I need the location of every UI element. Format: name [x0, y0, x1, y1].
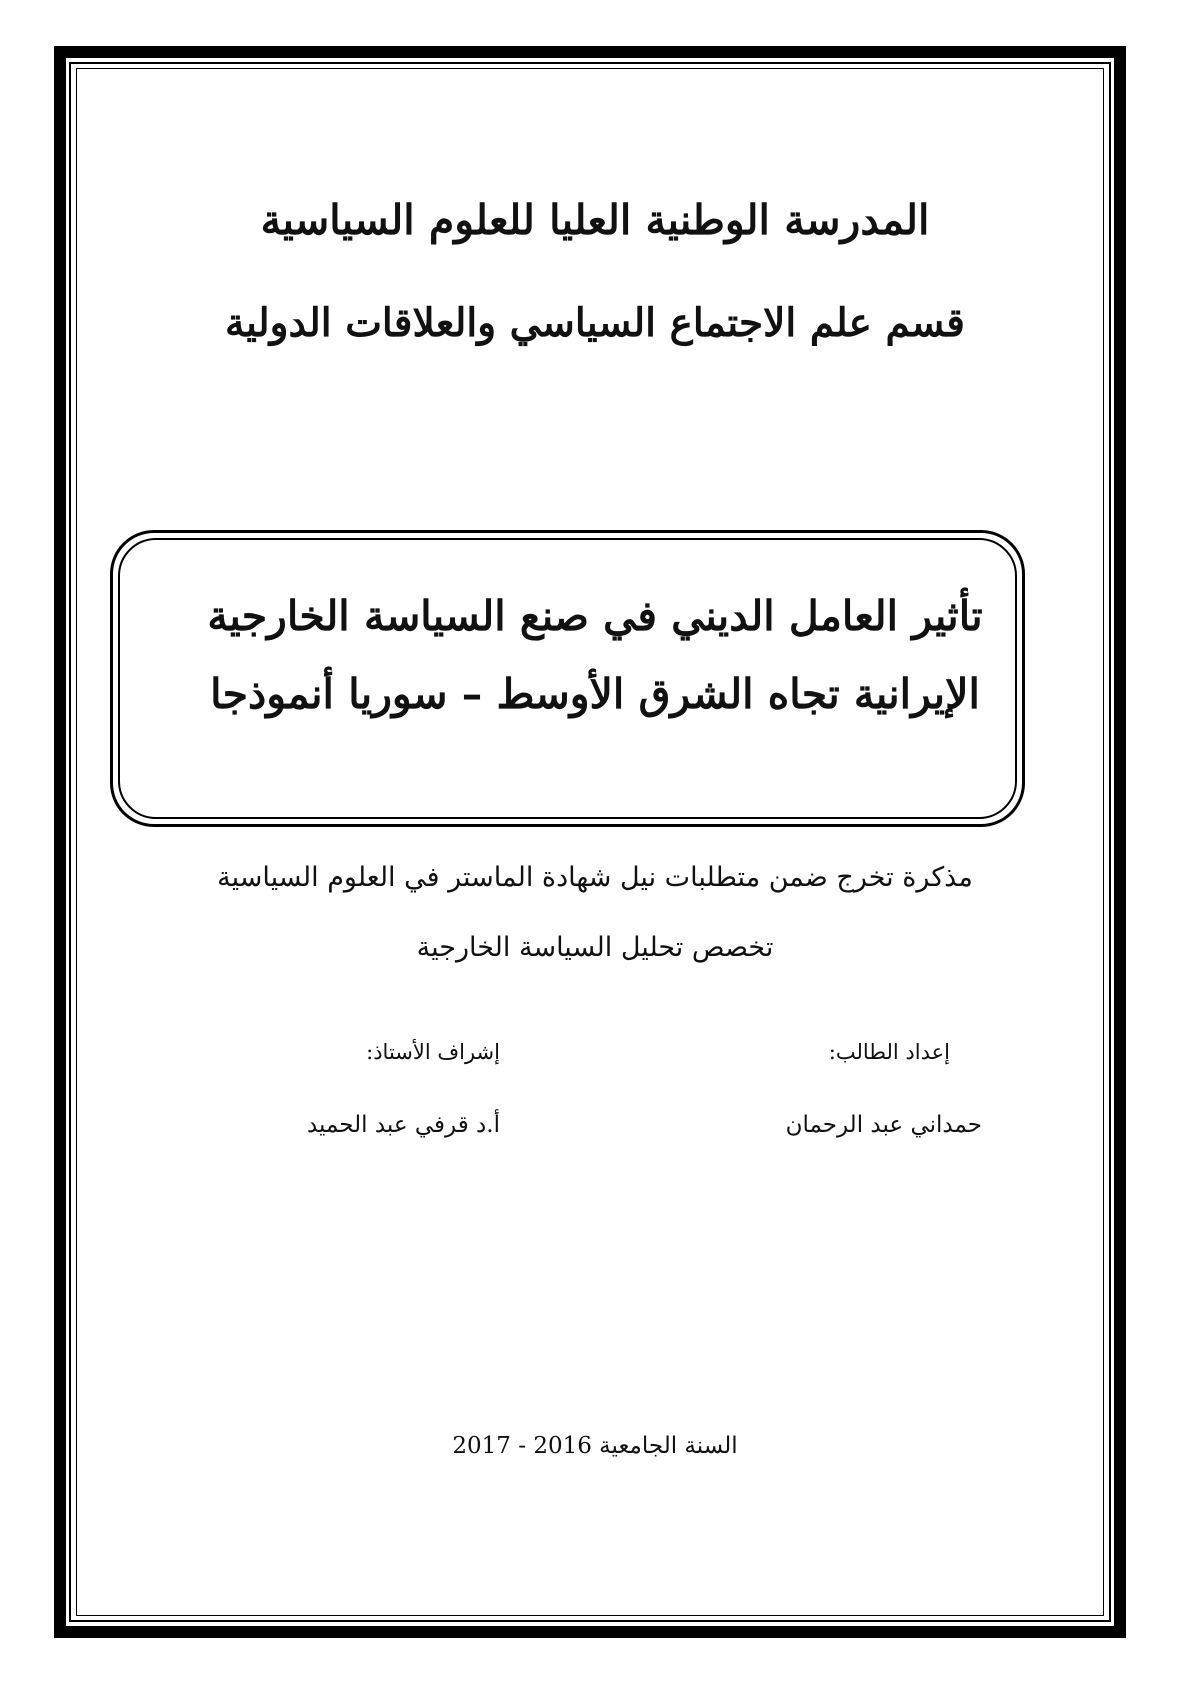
thesis-title-line-2: الإيرانية تجاه الشرق الأوسط – سوريا أنموذجا — [210, 670, 980, 718]
thesis-title-line-1: تأثير العامل الديني في صنع السياسة الخارجية — [207, 592, 983, 640]
department-name: قسم علم الاجتماع السياسي والعلاقات الدولية — [225, 300, 965, 346]
student-label: إعداد الطالب: — [828, 1040, 950, 1064]
academic-year: السنة الجامعية 2016 - 2017 — [452, 1433, 738, 1459]
student-name: حمداني عبد الرحمان — [785, 1112, 982, 1138]
supervisor-name: أ.د قرفي عبد الحميد — [306, 1112, 500, 1138]
school-name: المدرسة الوطنية العليا للعلوم السياسية — [260, 196, 930, 244]
thesis-note: مذكرة تخرج ضمن متطلبات نيل شهادة الماستر في العلوم السياسية — [217, 862, 973, 893]
specialty: تخصص تحليل السياسة الخارجية — [416, 932, 774, 963]
supervisor-label: إشراف الأستاذ: — [366, 1040, 500, 1064]
